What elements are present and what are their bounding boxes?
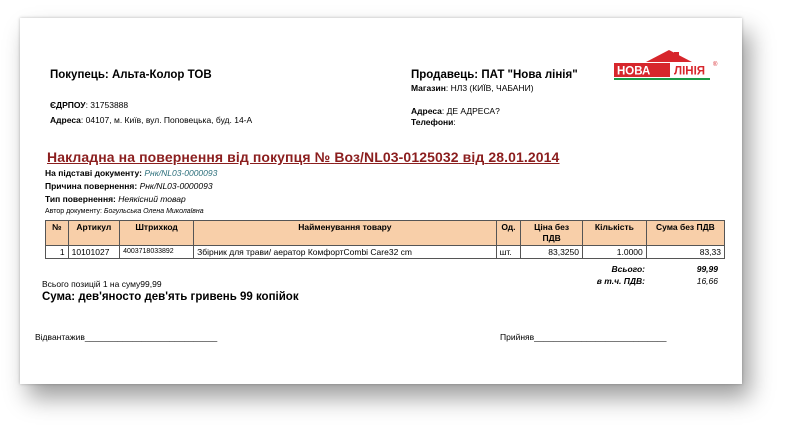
return-type-value: Неякісний товар — [118, 194, 186, 204]
table-header-row — [46, 221, 725, 246]
table-row — [46, 246, 725, 259]
items-table — [45, 220, 725, 259]
buyer-title: Покупець: Альта-Колор ТОВ — [50, 69, 212, 81]
logo-text-right: ЛІНІЯ — [674, 65, 706, 78]
basis-value: Рнк/NL03-0000093 — [144, 168, 218, 178]
seller-store-value: : НЛ3 (КИЇВ, ЧАБАНИ) — [445, 83, 534, 93]
nova-liniya-logo — [614, 50, 724, 86]
buyer-edrpou — [50, 100, 128, 110]
seller-phones-label: Телефони — [411, 117, 454, 127]
cell-quantity: 1.0000 — [582, 246, 646, 259]
cell-article: 10101027 — [68, 246, 119, 259]
seller-phones — [411, 117, 456, 127]
seller-address — [411, 106, 500, 116]
cell-product-name: Збірник для трави/ аератор КомфортCombi Care32 cm — [194, 246, 496, 259]
return-type-label: Тип повернення: — [45, 194, 116, 204]
reason-value: Рнк/NL03-0000093 — [139, 181, 213, 191]
document-page — [20, 18, 742, 384]
author-line — [45, 208, 204, 215]
buyer-edrpou-label: ЄДРПОУ — [50, 100, 86, 110]
title-no-sign: № — [314, 149, 331, 165]
cell-unit: шт. — [496, 246, 521, 259]
buyer-address — [50, 115, 252, 125]
col-unit: Од. — [496, 221, 521, 246]
seller-address-label: Адреса — [411, 106, 442, 116]
col-article: Артикул — [68, 221, 119, 246]
cell-number: 1 — [46, 246, 69, 259]
vat-value: 16,66 — [696, 276, 718, 286]
return-type-line — [45, 194, 186, 204]
col-barcode: Штрихкод — [120, 221, 194, 246]
shipped-signature: Відвантажив____________________________ — [35, 332, 218, 342]
reason-line — [45, 181, 213, 191]
reason-label: Причина повернення: — [45, 181, 138, 191]
cell-sum: 83,33 — [646, 246, 724, 259]
logo-graphic — [614, 50, 724, 86]
seller-phones-value: : — [453, 117, 456, 127]
col-number: № — [46, 221, 69, 246]
col-price: Ціна без ПДВ — [521, 221, 583, 246]
logo-green-line — [614, 78, 710, 80]
document-title — [47, 149, 559, 165]
title-main: Накладна на повернення від покупця — [47, 149, 311, 165]
seller-store — [411, 83, 534, 93]
cell-barcode: 4003718033892 — [120, 246, 194, 259]
received-signature: Прийняв____________________________ — [500, 332, 667, 342]
col-quantity: Кількість — [582, 221, 646, 246]
buyer-edrpou-value: : 31753888 — [85, 100, 129, 110]
sum-in-words: Сума: дев'яносто дев'ять гривень 99 копійок — [42, 291, 299, 303]
positions-summary: Всього позицій 1 на суму99,99 — [42, 279, 162, 289]
total-label: Всього: — [611, 264, 645, 274]
logo-text-left: НОВА — [617, 65, 651, 78]
author-value: Богульська Олена Миколаївна — [103, 208, 204, 215]
col-product-name: Найменування товару — [194, 221, 496, 246]
cell-price: 83,3250 — [521, 246, 583, 259]
logo-chimney — [674, 52, 679, 60]
total-value: 99,99 — [696, 264, 718, 274]
seller-title: Продавець: ПАТ "Нова лінія" — [411, 69, 578, 81]
buyer-address-label: Адреса — [50, 115, 81, 125]
logo-registered: ® — [713, 62, 718, 68]
seller-address-value: : ДЕ АДРЕСА? — [441, 106, 500, 116]
author-label: Автор документу: — [45, 208, 102, 215]
title-date: 28.01.2014 — [488, 149, 560, 165]
basis-label: На підставі документу: — [45, 168, 142, 178]
seller-store-label: Магазин — [411, 83, 446, 93]
logo-roof — [646, 50, 692, 62]
vat-label: в т.ч. ПДВ: — [596, 276, 645, 286]
col-sum: Сума без ПДВ — [646, 221, 724, 246]
title-from: від — [462, 149, 485, 165]
title-number: Воз/NL03-0125032 — [334, 149, 459, 165]
basis-line — [45, 168, 217, 178]
buyer-address-value: : 04107, м. Київ, вул. Поповецька, буд. 14-А — [80, 115, 253, 125]
